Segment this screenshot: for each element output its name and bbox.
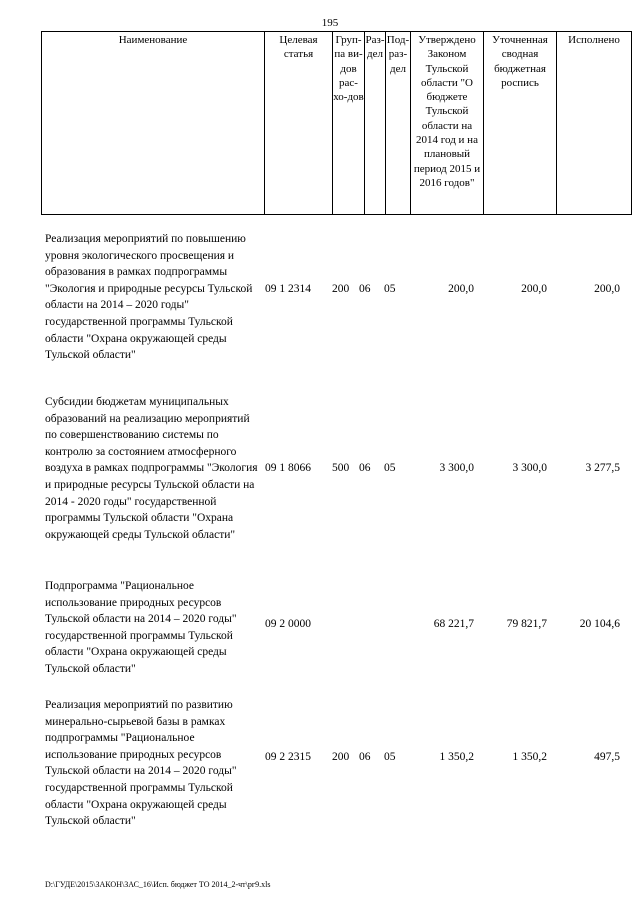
row-approved: 3 300,0 xyxy=(439,462,474,474)
row-revised: 1 350,2 xyxy=(512,751,547,763)
header-approved: Утверждено Законом Тульской области "О бюджете Тульской области на 2014 год и на плановый период 2015 и 2016 годов" xyxy=(411,32,484,215)
row-name: Реализация мероприятий по повышению уровня экологического просвещения и образования в рамках подпрограммы "Экология и природные ресурсы Тульской области на 2014 – 2020 годы" государственной программы Тульской области "Охрана окружающей среды Тульской области" xyxy=(45,233,253,362)
row-section: 06 xyxy=(359,283,371,295)
row-name: Подпрограмма "Рациональное использование природных ресурсов Тульской области на 2014 – 2020 годы" государственной программы Тульской области "Охрана окружающей среды Тульской области" xyxy=(45,580,237,675)
footer-file-path: D:\ГУДЕ\2015\ЗАКОН\ЗАС_16\Исп. бюджет ТО 2014_2-чт\рг9.xls xyxy=(45,880,271,889)
header-executed: Исполнено xyxy=(557,32,632,215)
row-subsection: 05 xyxy=(384,462,396,474)
row-revised: 79 821,7 xyxy=(506,618,547,630)
row-approved: 68 221,7 xyxy=(433,618,474,630)
header-name: Наименование xyxy=(42,32,265,215)
row-name: Реализация мероприятий по развитию минерально-сырьевой базы в рамках подпрограммы "Рациональное использование природных ресурсов Тульской области на 2014 – 2020 годы" государственной программы Тульской области "Охрана окружающей среды Тульской области" xyxy=(45,699,237,828)
header-section: Раз-дел xyxy=(365,32,386,215)
row-code: 09 2 2315 xyxy=(265,751,311,763)
row-executed: 497,5 xyxy=(594,751,620,763)
row-section: 06 xyxy=(359,462,371,474)
row-group: 500 xyxy=(332,462,350,474)
row-code: 09 2 0000 xyxy=(265,618,311,630)
row-executed: 20 104,6 xyxy=(579,618,620,630)
row-code: 09 1 2314 xyxy=(265,283,311,295)
row-name: Субсидии бюджетам муниципальных образований на реализацию мероприятий по совершенствованию системы по контролю за состоянием атмосферного воздуха в рамках подпрограммы "Экология и природные ресурсы Тульской области на 2014 - 2020 годы" государственной программы Тульской области "Охрана окружающей среды Тульской области" xyxy=(45,396,258,541)
row-revised: 200,0 xyxy=(521,283,547,295)
row-group: 200 xyxy=(332,751,350,763)
table-header xyxy=(41,31,632,215)
header-revised: Уточненная сводная бюджетная роспись xyxy=(484,32,557,215)
row-executed: 200,0 xyxy=(594,283,620,295)
header-target-article: Целевая статья xyxy=(265,32,333,215)
page-number: 195 xyxy=(321,17,339,29)
header-subsection: Под-раз-дел xyxy=(386,32,411,215)
row-executed: 3 277,5 xyxy=(585,462,620,474)
row-group: 200 xyxy=(332,283,350,295)
row-subsection: 05 xyxy=(384,283,396,295)
row-approved: 200,0 xyxy=(448,283,474,295)
row-section: 06 xyxy=(359,751,371,763)
row-code: 09 1 8066 xyxy=(265,462,311,474)
header-expense-group: Груп-па ви-дов рас-хо-дов xyxy=(333,32,365,215)
row-revised: 3 300,0 xyxy=(512,462,547,474)
row-approved: 1 350,2 xyxy=(439,751,474,763)
row-subsection: 05 xyxy=(384,751,396,763)
